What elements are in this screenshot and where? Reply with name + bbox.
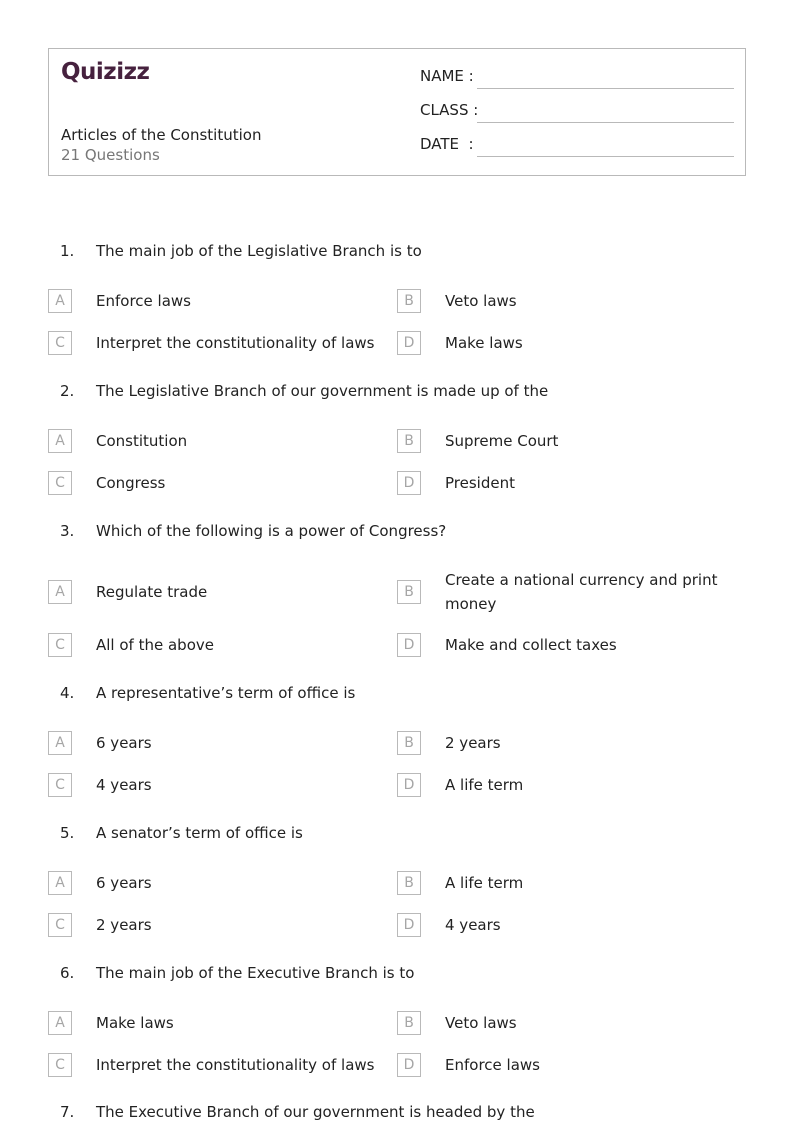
question-number: 4. <box>60 684 75 702</box>
option-text: Enforce laws <box>445 1056 540 1074</box>
option-text: Supreme Court <box>445 432 559 450</box>
question-number: 1. <box>60 242 75 260</box>
option-text: 4 years <box>445 916 501 934</box>
question-text: Which of the following is a power of Congress? <box>96 522 447 540</box>
question-text: The main job of the Legislative Branch is to <box>96 242 422 260</box>
option-box-a[interactable]: A <box>48 289 72 313</box>
option-text: 2 years <box>96 916 152 934</box>
option-text: 2 years <box>445 734 501 752</box>
name-label: NAME : <box>420 67 474 85</box>
option-box-a[interactable]: A <box>48 871 72 895</box>
option-box-c[interactable]: C <box>48 773 72 797</box>
option-box-d[interactable]: D <box>397 1053 421 1077</box>
option-box-d[interactable]: D <box>397 331 421 355</box>
name-line[interactable] <box>477 88 734 89</box>
option-box-d[interactable]: D <box>397 633 421 657</box>
option-text: Congress <box>96 474 166 492</box>
date-label: DATE : <box>420 135 474 153</box>
option-text: Make laws <box>96 1014 174 1032</box>
question-text: The Executive Branch of our government is headed by the <box>96 1103 535 1121</box>
option-box-c[interactable]: C <box>48 471 72 495</box>
option-box-a[interactable]: A <box>48 580 72 604</box>
option-box-b[interactable]: B <box>397 289 421 313</box>
quizizz-logo: Quizizz <box>61 59 150 85</box>
date-field[interactable] <box>420 135 734 159</box>
option-box-c[interactable]: C <box>48 913 72 937</box>
question-number: 3. <box>60 522 75 540</box>
option-text: A life term <box>445 776 524 794</box>
option-text: 6 years <box>96 874 152 892</box>
option-box-b[interactable]: B <box>397 871 421 895</box>
question-number: 7. <box>60 1103 75 1121</box>
option-box-b[interactable]: B <box>397 429 421 453</box>
option-text: Interpret the constitutionality of laws <box>96 334 375 352</box>
option-box-a[interactable]: A <box>48 1011 72 1035</box>
question-number: 5. <box>60 824 75 842</box>
option-box-d[interactable]: D <box>397 471 421 495</box>
option-box-c[interactable]: C <box>48 331 72 355</box>
question-number: 2. <box>60 382 75 400</box>
date-line[interactable] <box>477 156 734 157</box>
option-text: Constitution <box>96 432 188 450</box>
option-text: Make and collect taxes <box>445 636 617 654</box>
option-text: Veto laws <box>445 292 517 310</box>
option-box-d[interactable]: D <box>397 913 421 937</box>
option-text: Regulate trade <box>96 583 208 601</box>
option-text: A life term <box>445 874 524 892</box>
class-label: CLASS : <box>420 101 479 119</box>
option-text: All of the above <box>96 636 214 654</box>
option-box-c[interactable]: C <box>48 1053 72 1077</box>
option-text: Create a national currency and print money <box>445 571 718 613</box>
option-box-a[interactable]: A <box>48 429 72 453</box>
option-box-d[interactable]: D <box>397 773 421 797</box>
question-text: The Legislative Branch of our government is made up of the <box>96 382 549 400</box>
name-field[interactable] <box>420 67 734 91</box>
option-box-c[interactable]: C <box>48 633 72 657</box>
option-text: Make laws <box>445 334 523 352</box>
option-box-b[interactable]: B <box>397 1011 421 1035</box>
question-text: A senator’s term of office is <box>96 824 303 842</box>
option-box-b[interactable]: B <box>397 731 421 755</box>
class-field[interactable] <box>420 101 734 125</box>
option-text: 4 years <box>96 776 152 794</box>
option-text: Enforce laws <box>96 292 191 310</box>
worksheet-title: Articles of the Constitution <box>61 126 262 144</box>
option-text: 6 years <box>96 734 152 752</box>
option-text: Interpret the constitutionality of laws <box>96 1056 375 1074</box>
option-box-b[interactable]: B <box>397 580 421 604</box>
question-number: 6. <box>60 964 75 982</box>
question-count: 21 Questions <box>61 146 160 164</box>
question-text: A representative’s term of office is <box>96 684 356 702</box>
option-text: President <box>445 474 515 492</box>
question-text: The main job of the Executive Branch is to <box>96 964 415 982</box>
class-line[interactable] <box>477 122 734 123</box>
worksheet-header <box>48 48 746 176</box>
option-text: Veto laws <box>445 1014 517 1032</box>
option-box-a[interactable]: A <box>48 731 72 755</box>
